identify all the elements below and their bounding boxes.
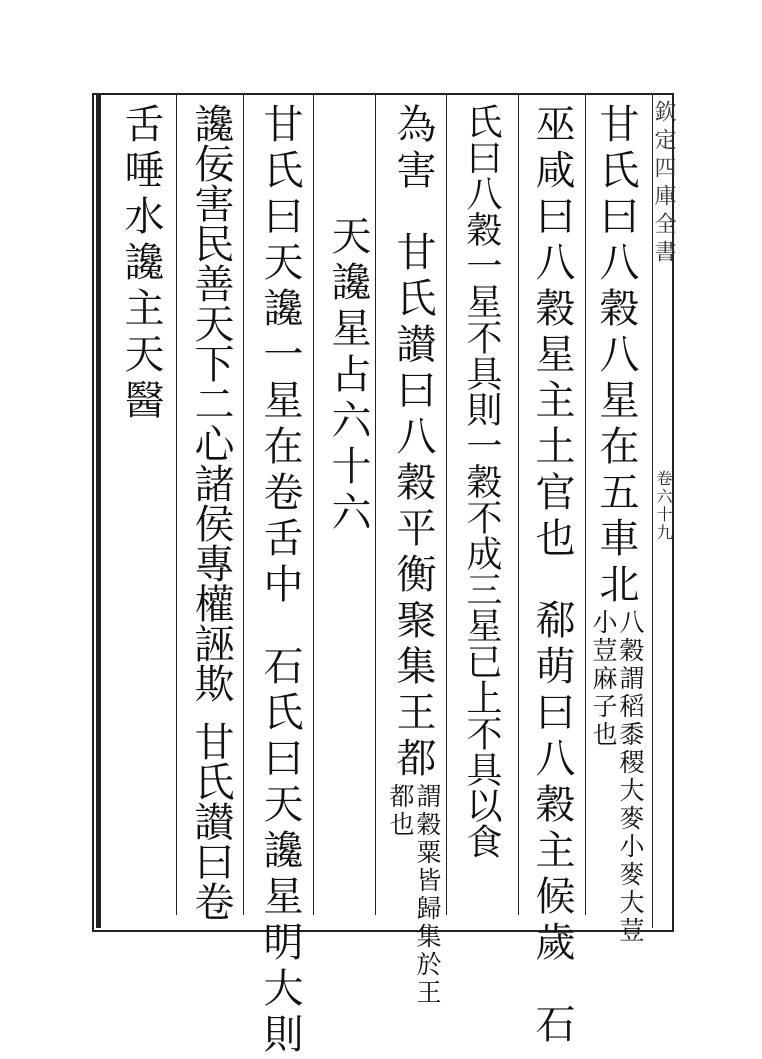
main-text: 甘氏曰八穀八星在五車北: [593, 103, 639, 609]
main-text: 氏曰八穀一星不具則一穀不成三星已上不具以食: [461, 103, 502, 859]
book-title: 欽定四庫全書: [651, 100, 676, 268]
column-rule: [518, 95, 519, 915]
column-rule: [585, 95, 586, 915]
column-rule: [313, 95, 314, 915]
column-rule: [176, 95, 177, 915]
text-column-6: [252, 103, 308, 1059]
main-text: 郗萌曰八穀主候歲: [529, 599, 575, 967]
main-text: 石氏曰天讒星明大則: [257, 645, 303, 1059]
volume-label: 卷六十九: [654, 470, 673, 542]
main-text: 巫咸曰八穀星主土官也: [529, 103, 575, 563]
text-column-8: [113, 103, 169, 425]
main-text: 甘氏讃曰卷: [188, 721, 234, 921]
main-text: 石: [529, 1003, 575, 1049]
column-rule: [243, 95, 244, 915]
annotation: 謂穀粟皆歸集於王都也: [386, 783, 442, 1007]
text-column-4: [385, 103, 441, 1023]
page-gutter: [651, 100, 676, 542]
main-text: 舌唾水讒主天醫: [118, 103, 164, 425]
main-text: 為害: [390, 103, 436, 195]
text-column-7: [183, 103, 239, 921]
main-text: 甘氏曰天讒一星在卷舌中: [257, 103, 303, 609]
main-text: 讒佞害民善天下二心諸侯專權誣欺: [188, 103, 234, 703]
column-rule: [446, 95, 447, 915]
text-column-2: [524, 103, 580, 1049]
text-column-1: [588, 103, 644, 949]
text-column-3: [453, 103, 509, 859]
annotation: 八穀謂稻黍稷大麥小麥大荳小荳麻子也: [589, 609, 645, 945]
page-frame: [92, 93, 674, 932]
section-heading: 天讒星占六十六: [325, 215, 371, 537]
main-text: 甘氏讃曰八穀平衡聚集王都: [390, 231, 436, 783]
frame-left-border: [96, 95, 101, 928]
